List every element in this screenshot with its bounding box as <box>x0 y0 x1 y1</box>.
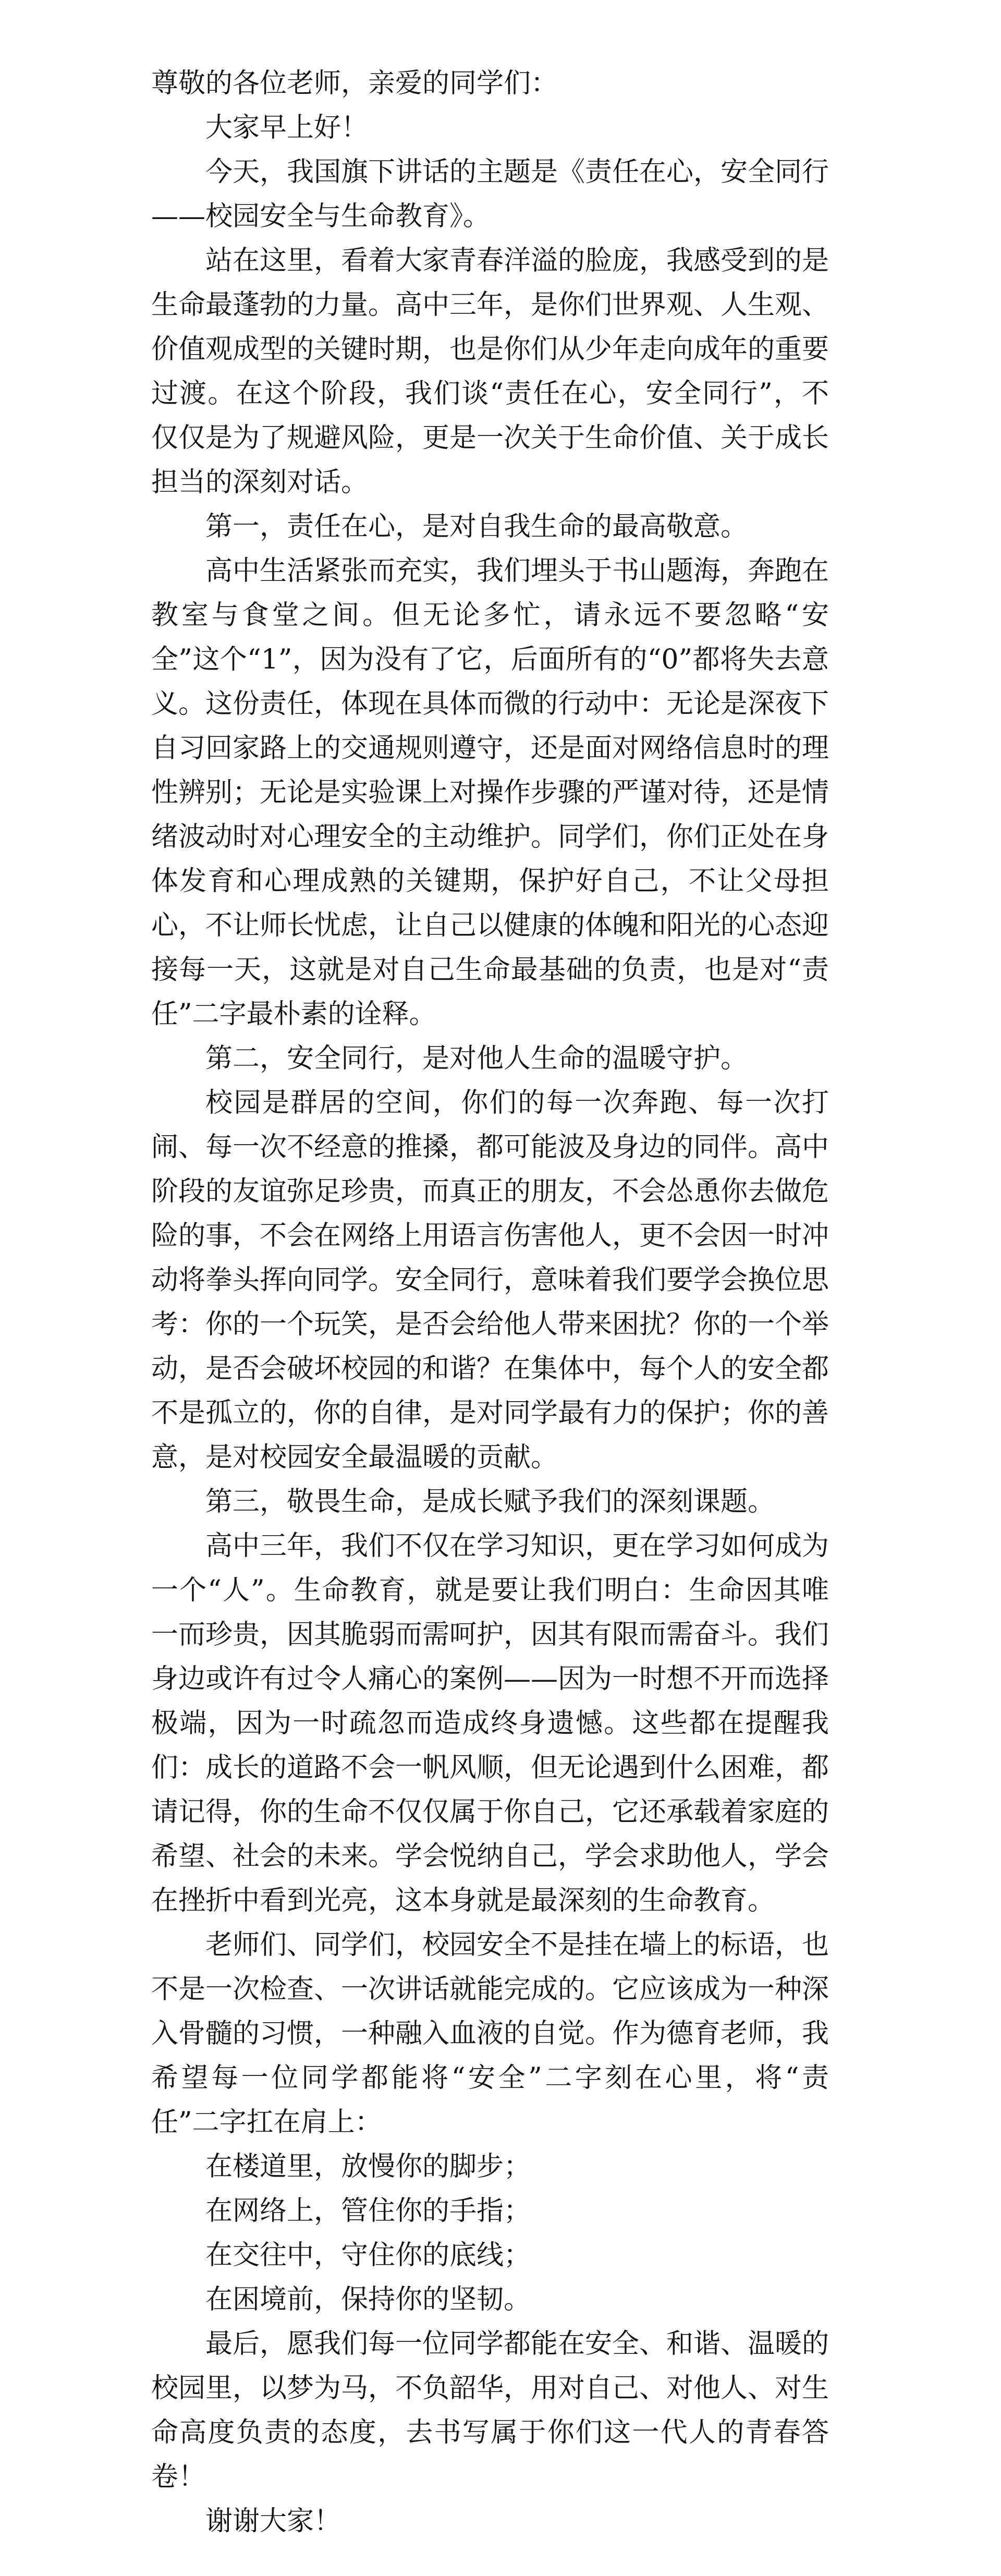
paragraph-point3-heading: 第三，敬畏生命，是成长赋予我们的深刻课题。 <box>205 1486 775 1517</box>
paragraph-salutation: 尊敬的各位老师，亲爱的同学们： <box>151 68 558 99</box>
paragraph-theme: 今天，我国旗下讲话的主题是《责任在心，安全同行——校园安全与生命教育》。 <box>151 156 829 232</box>
paragraph-rule-relationships: 在交往中，守住你的底线； <box>205 2240 531 2271</box>
paragraph-point2-heading: 第二，安全同行，是对他人生命的温暖守护。 <box>205 1043 748 1074</box>
paragraph-intro: 站在这里，看着大家青春洋溢的脸庞，我感受到的是生命最蓬勃的力量。高中三年，是你们世界观、人生观、价值观成型的关键时期，也是你们从少年走向成年的重要过渡。在这个阶段，我们谈“责任在心，安全同行”，不仅仅是为了规避风险，更是一次关于生命价值、关于成长担当的深刻对话。 <box>151 245 829 498</box>
paragraph-thanks: 谢谢大家！ <box>205 2506 341 2537</box>
paragraph-rule-hallway: 在楼道里，放慢你的脚步； <box>205 2151 531 2182</box>
paragraph-point1-body: 高中生活紧张而充实，我们埋头于书山题海，奔跑在教室与食堂之间。但无论多忙，请永远不要忽略“安全”这个“1”，因为没有了它，后面所有的“0”都将失去意义。这份责任，体现在具体而微的行动中：无论是深夜下自习回家路上的交通规则遵守，还是面对网络信息时的理性辨别；无论是实验课上对操作步骤的严谨对待，还是情绪波动时对心理安全的主动维护。同学们，你们正处在身体发育和心理成熟的关键期，保护好自己，不让父母担心，不让师长忧虑，让自己以健康的体魄和阳光的心态迎接每一天，这就是对自己生命最基础的负责，也是对“责任”二字最朴素的诠释。 <box>151 555 829 1030</box>
paragraph-point3-body: 高中三年，我们不仅在学习知识，更在学习如何成为一个“人”。生命教育，就是要让我们明白：生命因其唯一而珍贵，因其脆弱而需呵护，因其有限而需奋斗。我们身边或许有过令人痛心的案例——因为一时想不开而选择极端，因为一时疏忽而造成终身遗憾。这些都在提醒我们：成长的道路不会一帆风顺，但无论遇到什么困难，都请记得，你的生命不仅仅属于你自己，它还承载着家庭的希望、社会的未来。学会悦纳自己，学会求助他人，学会在挫折中看到光亮，这本身就是最深刻的生命教育。 <box>151 1530 829 1916</box>
paragraph-conclusion-lead: 老师们、同学们，校园安全不是挂在墙上的标语，也不是一次检查、一次讲话就能完成的。它应该成为一种深入骨髓的习惯，一种融入血液的自觉。作为德育老师，我希望每一位同学都能将“安全”二字刻在心里，将“责任”二字扛在肩上： <box>151 1929 829 2138</box>
document-page <box>151 62 829 2544</box>
paragraph-closing-wish: 最后，愿我们每一位同学都能在安全、和谐、温暖的校园里，以梦为马，不负韶华，用对自己、对他人、对生命高度负责的态度，去书写属于你们这一代人的青春答卷！ <box>151 2328 829 2493</box>
paragraph-rule-adversity: 在困境前，保持你的坚韧。 <box>205 2284 531 2315</box>
paragraph-point1-heading: 第一，责任在心，是对自我生命的最高敬意。 <box>205 511 748 542</box>
paragraph-point2-body: 校园是群居的空间，你们的每一次奔跑、每一次打闹、每一次不经意的推搡，都可能波及身边的同伴。高中阶段的友谊弥足珍贵，而真正的朋友，不会怂恿你去做危险的事，不会在网络上用语言伤害他人，更不会因一时冲动将拳头挥向同学。安全同行，意味着我们要学会换位思考：你的一个玩笑，是否会给他人带来困扰？你的一个举动，是否会破坏校园的和谐？在集体中，每个人的安全都不是孤立的，你的自律，是对同学最有力的保护；你的善意，是对校园安全最温暖的贡献。 <box>151 1087 829 1473</box>
paragraph-rule-internet: 在网络上，管住你的手指； <box>205 2195 531 2227</box>
paragraph-greeting: 大家早上好！ <box>205 112 369 143</box>
